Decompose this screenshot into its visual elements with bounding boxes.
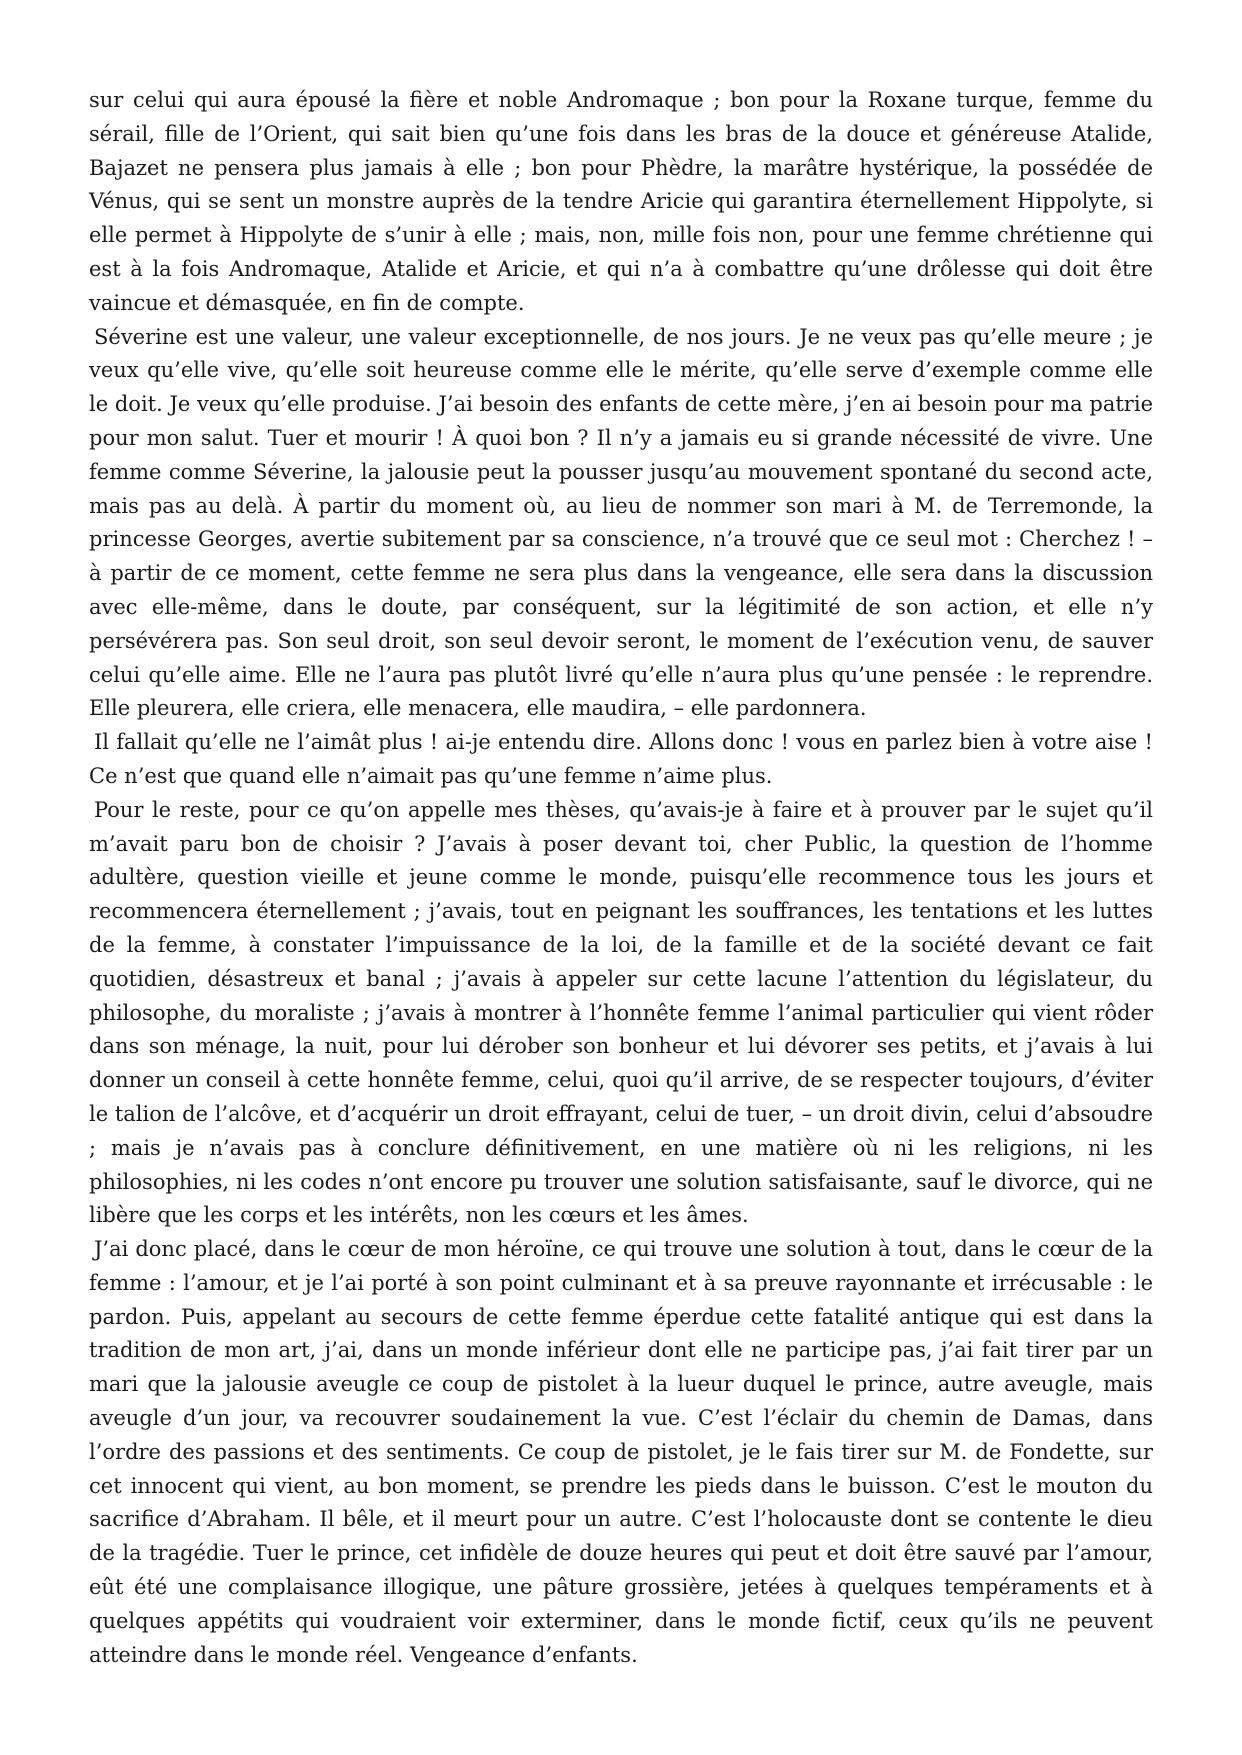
paragraph-2: Séverine est une valeur, une valeur exceptionnelle, de nos jours. Je ne veux pas qu’elle meure ; je veux qu’elle vive, qu’elle soit heureuse comme elle le mérite, qu’elle serve d’exemple comme elle le doit. Je veux qu’elle produise. J’ai besoin des enfants de cette mère, j’en ai besoin pour ma patrie pour mon salut. Tuer et mourir ! À quoi bon ? Il n’y a jamais eu si grande nécessité de vivre. Une femme comme Séverine, la jalousie peut la pousser jusqu’au mouvement spontané du second acte, mais pas au delà. À partir du moment où, au lieu de nommer son mari à M. de Terremonde, la princesse Georges, avertie subitement par sa conscience, n’a trouvé que ce seul mot : Cherchez ! – à partir de ce moment, cette femme ne sera plus dans la vengeance, elle sera dans la discussion avec elle-même, dans le doute, par conséquent, sur la légitimité de son action, et elle n’y persévérera pas. Son seul droit, son seul devoir seront, le moment de l’exécution venu, de sauver celui qu’elle aime. Elle ne l’aura pas plutôt livré qu’elle n’aura plus qu’une pensée : le reprendre. Elle pleurera, elle criera, elle menacera, elle maudira, – elle pardonnera. (89, 324, 1153, 721)
paragraph-5: J’ai donc placé, dans le cœur de mon héroïne, ce qui trouve une solution à tout, dans le cœur de la femme : l’amour, et je l’ai porté à son point culminant et à sa preuve rayonnante et irrécusable : le pardon. Puis, appelant au secours de cette femme éperdue cette fatalité antique qui est dans la tradition de mon art, j’ai, dans un monde inférieur dont elle ne participe pas, j’ai fait tirer par un mari que la jalousie aveugle ce coup de pistolet à la lueur duquel le prince, autre aveugle, mais aveugle d’un jour, va recouvrer soudainement la vue. C’est l’éclair du chemin de Damas, dans l’ordre des passions et des sentiments. Ce coup de pistolet, je le fais tirer sur M. de Fondette, sur cet innocent qui vient, au bon moment, se prendre les pieds dans le buisson. C’est le mouton du sacrifice d’Abraham. Il bêle, et il meurt pour un autre. C’est l’holocauste dont se contente le dieu de la tragédie. Tuer le prince, cet infidèle de douze heures qui peut et doit être sauvé par l’amour, eût été une complaisance illogique, une pâture grossière, jetées à quelques tempéraments et à quelques appétits qui voudraient voir exterminer, dans le monde fictif, ceux qu’ils ne peuvent atteindre dans le monde réel. Vengeance d’enfants. (89, 1237, 1153, 1667)
paragraph-4: Pour le reste, pour ce qu’on appelle mes thèses, qu’avais-je à faire et à prouver par le sujet qu’il m’avait paru bon de choisir ? J’avais à poser devant toi, cher Public, la question de l’homme adultère, question vieille et jeune comme le monde, puisqu’elle recommence tous les jours et recommencera éternellement ; j’avais, tout en peignant les souffrances, les tentations et les luttes de la femme, à constater l’impuissance de la loi, de la famille et de la société devant ce fait quotidien, désastreux et banal ; j’avais à appeler sur cette lacune l’attention du législateur, du philosophe, du moraliste ; j’avais à montrer à l’honnête femme l’animal particulier qui vient rôder dans son ménage, la nuit, pour lui dérober son bonheur et lui dévorer ses petits, et j’avais à lui donner un conseil à cette honnête femme, celui, quoi qu’il arrive, de se respecter toujours, d’éviter le talion de l’alcôve, et d’acquérir un droit effrayant, celui de tuer, – un droit divin, celui d’absoudre ; mais je n’avais pas à conclure définitivement, en une matière où ni les religions, ni les philosophies, ni les codes n’ont encore pu trouver une solution satisfaisante, sauf le divorce, qui ne libère que les corps et les intérêts, non les cœurs et les âmes. (89, 797, 1153, 1228)
paragraph-3: Il fallait qu’elle ne l’aimât plus ! ai-je entendu dire. Allons donc ! vous en parlez bien à votre aise ! Ce n’est que quand elle n’aimait pas qu’une femme n’aime plus. (89, 730, 1153, 788)
paragraph-1: sur celui qui aura épousé la fière et noble Andromaque ; bon pour la Roxane turque, femme du sérail, fille de l’Orient, qui sait bien qu’une fois dans les bras de la douce et généreuse Atalide, Bajazet ne pensera plus jamais à elle ; bon pour Phèdre, la marâtre hystérique, la possédée de Vénus, qui se sent un monstre auprès de la tendre Aricie qui garantira éternellement Hippolyte, si elle permet à Hippolyte de s’unir à elle ; mais, non, mille fois non, pour une femme chrétienne qui est à la fois Andromaque, Atalide et Aricie, et qui n’a à combattre qu’une drôlesse qui doit être vaincue et démasquée, en fin de compte. (89, 88, 1153, 315)
document-page (89, 84, 1153, 1672)
